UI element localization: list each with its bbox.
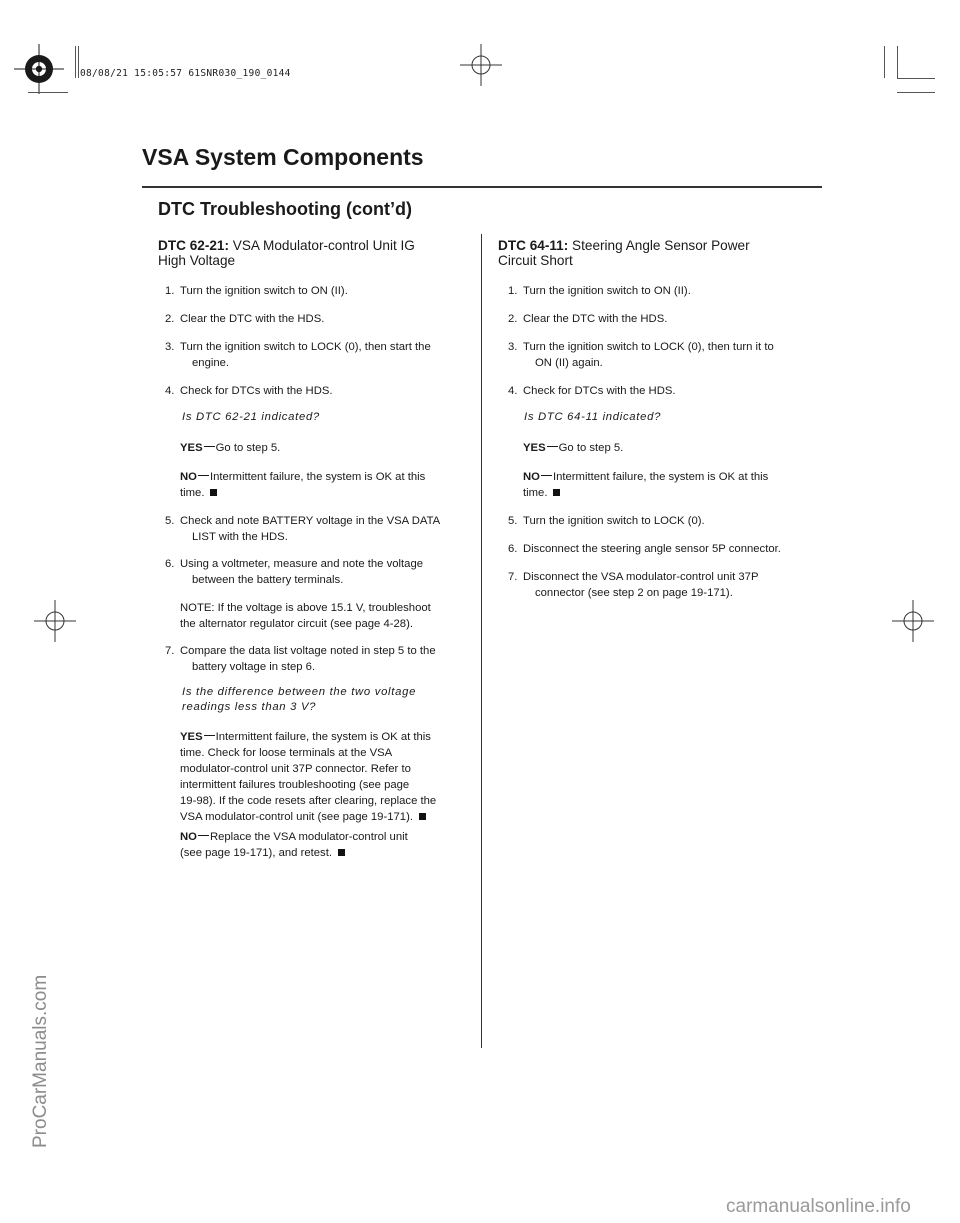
question: Is DTC 62-21 indicated? xyxy=(182,411,320,423)
question: Is the difference between the two voltage readings less than 3 V? xyxy=(182,686,417,713)
crop-mark xyxy=(78,46,79,78)
right-procedure: 1. Turn the ignition switch to ON (II). 2. Clear the DTC with the HDS. 3. Turn the ignition switch to LOCK (0), then turn it to ON (II) again. 4. Check for DTCs with the HDS. Is DTC 64-11 indicated? YES Go to step 5. NO Intermittent failure, the system is OK at this time. 5. Turn the ignition switch to LOCK (0). 6. Disconnect the steering angle sensor 5P connector. 7. Disconnect the VSA modulator-control unit 37P connector (see step 2 on page 19-171). xyxy=(508,0,828,1223)
left-dtc-desc-1: VSA Modulator-control Unit IG xyxy=(232,238,415,253)
left-dtc-code: DTC 62-21: xyxy=(158,238,230,253)
answer-yes: YES Go to step 5. xyxy=(180,442,281,454)
crop-mark xyxy=(28,92,68,93)
question: Is DTC 64-11 indicated? xyxy=(524,411,662,423)
watermark-footer: carmanualsonline.info xyxy=(726,1196,911,1217)
section-title: DTC Troubleshooting (cont’d) xyxy=(158,199,412,219)
end-mark-icon xyxy=(419,813,426,820)
end-mark-icon xyxy=(210,489,217,496)
end-mark-icon xyxy=(338,849,345,856)
answer-yes: YES Go to step 5. xyxy=(523,442,624,454)
end-mark-icon xyxy=(553,489,560,496)
crop-mark xyxy=(897,46,898,78)
answer-yes: YES Intermittent failure, the system is OK at this time. Check for loose terminals at the VSA modulator-control unit 37P connector. Refer to intermittent failures troubleshooting (see page 19-98). If the code resets after clearing, replace the VSA modulator-control unit (see page 19-171). xyxy=(180,731,437,823)
answer-no: NO Intermittent failure, the system is OK at this time. xyxy=(523,471,769,499)
answer-no: NO Replace the VSA modulator-control unit (see page 19-171), and retest. xyxy=(180,831,408,859)
answer-no: NO Intermittent failure, the system is OK at this time. xyxy=(180,471,426,499)
print-stamp: 08/08/21 15:05:57 61SNR030_190_0144 xyxy=(80,68,291,79)
crop-mark xyxy=(884,46,885,78)
page-title: VSA System Components xyxy=(142,144,424,170)
right-dtc-code: DTC 64-11: xyxy=(498,238,569,253)
left-procedure: 1. Turn the ignition switch to ON (II). 2. Clear the DTC with the HDS. 3. Turn the ignition switch to LOCK (0), then start the engine. 4. Check for DTCs with the HDS. Is DTC 62-21 indicated? YES Go to step 5. NO Intermittent failure, the system is OK at this time. 5. Check and note BATTERY voltage in the VSA DATA LIST with the HDS. 6. Using a voltmeter, measure and note the voltage between the battery terminals. NOTE: If the voltage is above 15.1 V, troubleshoot the alternator regulator circuit (see page 4-28). 7. Compare the data list voltage noted in step 5 to the battery voltage in step 6. Is the difference between the two voltage readings less than 3 V? YES Intermittent failure, the system is OK at this time. Check for loose terminals at the VSA modulator-control unit 37P connector. Refer to intermittent failures troubleshooting (see page 19-98). If the code resets after clearing, replace the VSA modulator-control unit (see page 19-171). NO Replace the VSA modulator-control unit (see page 19-171), and retest. xyxy=(165,0,480,1223)
right-dtc-desc-1: Steering Angle Sensor Power xyxy=(572,238,750,253)
crop-mark xyxy=(897,92,935,93)
right-dtc-desc-2: Circuit Short xyxy=(498,253,573,268)
crop-mark xyxy=(897,78,935,79)
left-dtc-desc-2: High Voltage xyxy=(158,253,236,268)
note: NOTE: If the voltage is above 15.1 V, troubleshoot the alternator regulator circuit (see page 4-28). xyxy=(180,602,431,630)
column-divider xyxy=(481,234,482,1048)
watermark-side: ProCarManuals.com xyxy=(30,974,51,1148)
crop-mark xyxy=(75,46,76,78)
